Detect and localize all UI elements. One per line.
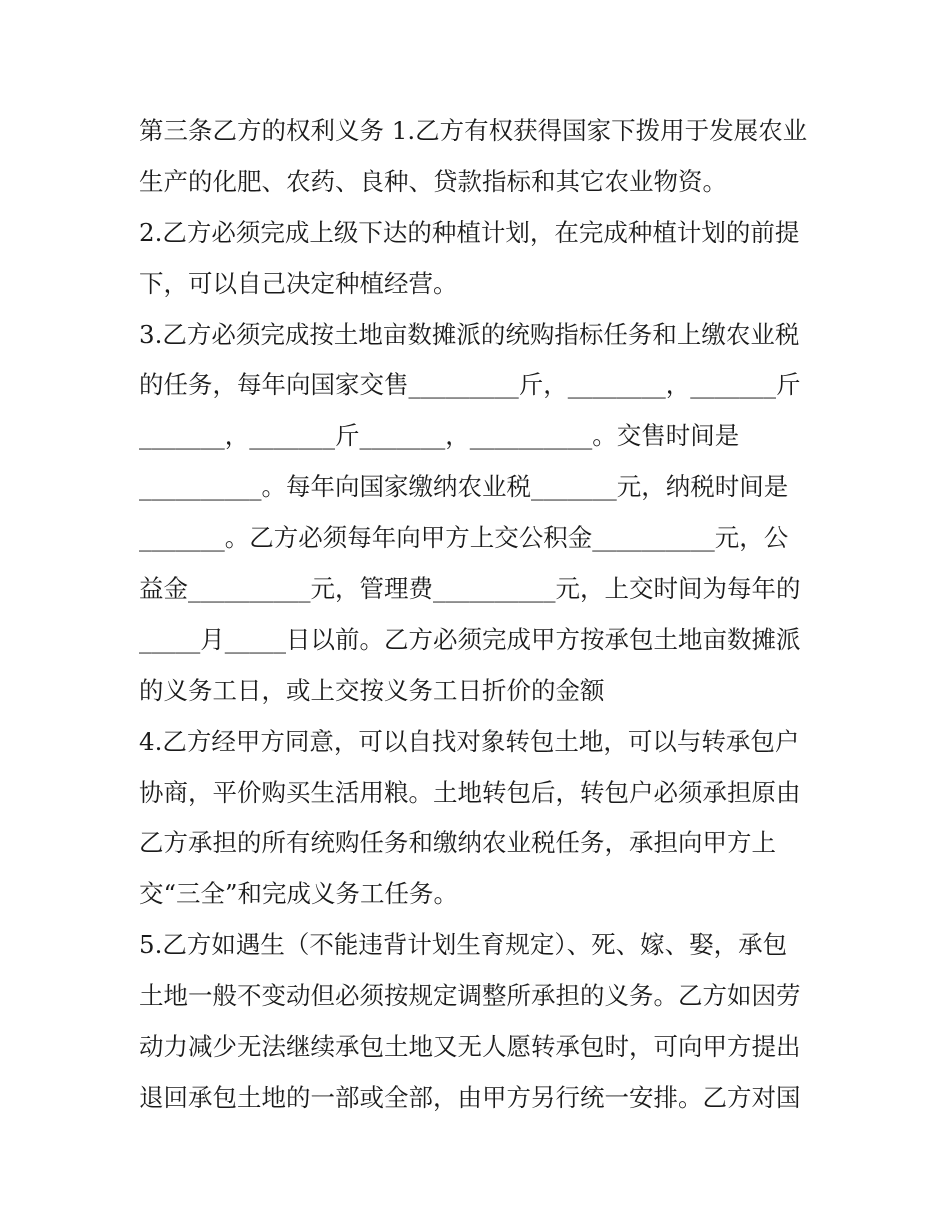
text-line: 土地一般不变动但必须按规定调整所承担的义务。乙方如因劳	[139, 981, 801, 1011]
text-line-fill-blanks: _______。乙方必须每年向甲方上交公积金__________元，公	[139, 523, 789, 553]
text-line-article-3-heading: 第三条乙方的权利义务 1.乙方有权获得国家下拨用于发展农业	[139, 116, 808, 145]
text-line: 动力减少无法继续承包土地又无人愿转承包时，可向甲方提出	[139, 1032, 801, 1062]
text-line-item-3: 3.乙方必须完成按土地亩数摊派的统购指标任务和上缴农业税	[139, 319, 800, 349]
text-line-fill-blanks: _____月_____日以前。乙方必须完成甲方按承包土地亩数摊派	[139, 624, 801, 654]
text-line-fill-blanks: _______，_______斤_______，__________。交售时间是	[139, 421, 740, 451]
text-line: 的义务工日，或上交按义务工日折价的金额	[139, 675, 605, 705]
text-line: 交“三全”和完成义务工任务。	[139, 879, 459, 909]
text-line: 协商，平价购买生活用粮。土地转包后，转包户必须承担原由	[139, 777, 801, 807]
text-line: 下，可以自己决定种植经营。	[139, 268, 458, 298]
text-line: 生产的化肥、农药、良种、贷款指标和其它农业物资。	[139, 166, 727, 196]
text-line-item-4: 4.乙方经甲方同意，可以自找对象转包土地，可以与转承包户	[139, 726, 800, 756]
text-line-fill-blanks: 益金__________元，管理费__________元，上交时间为每年的	[139, 574, 801, 604]
contract-body-text	[139, 106, 819, 1124]
text-line: 退回承包土地的一部或全部，由甲方另行统一安排。乙方对国	[139, 1082, 801, 1112]
text-line-fill-blanks: __________。每年向国家缴纳农业税_______元，纳税时间是	[139, 472, 789, 502]
text-line-item-2: 2.乙方必须完成上级下达的种植计划，在完成种植计划的前提	[139, 217, 800, 247]
text-line-fill-blanks: 的任务，每年向国家交售_________斤，________，_______斤	[139, 370, 801, 400]
text-line: 乙方承担的所有统购任务和缴纳农业税任务，承担向甲方上	[139, 828, 776, 858]
text-line-item-5: 5.乙方如遇生（不能违背计划生育规定）、死、嫁、娶，承包	[139, 930, 788, 960]
